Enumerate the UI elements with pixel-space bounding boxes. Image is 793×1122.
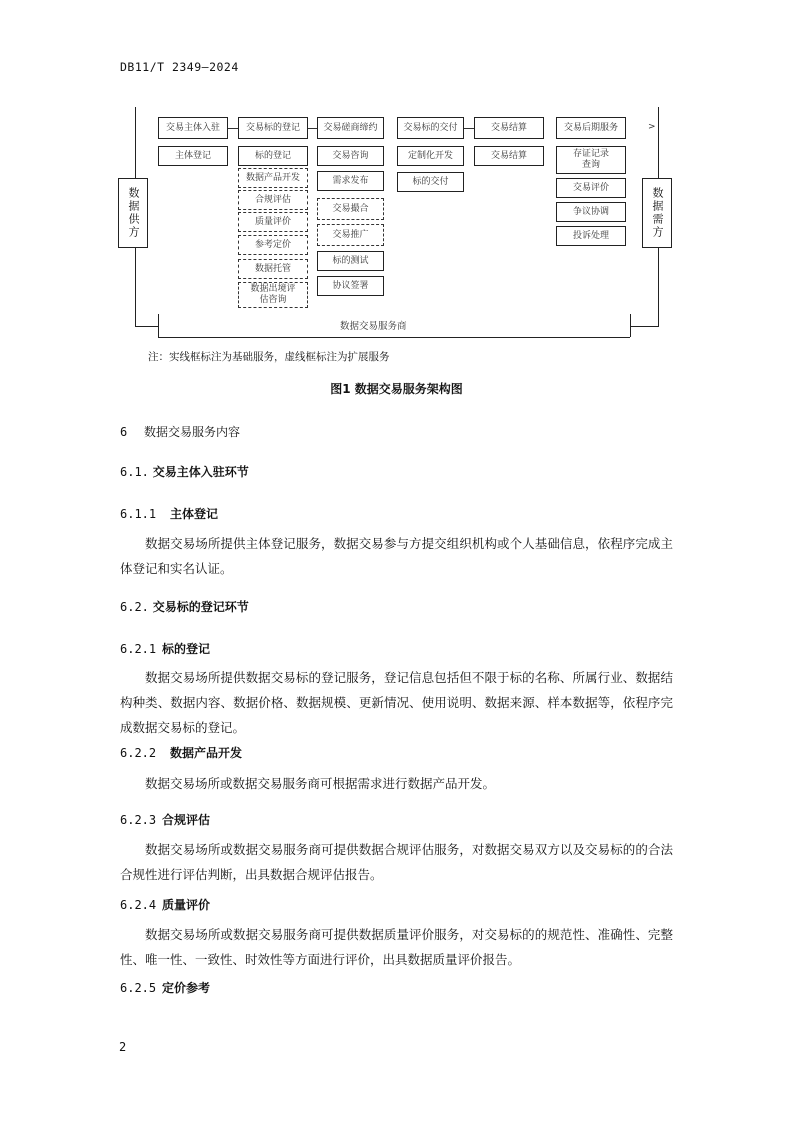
service-box: 投诉处理 xyxy=(556,226,626,246)
service-box: 标的交付 xyxy=(397,172,464,192)
data-supplier-box xyxy=(118,178,148,248)
stage-entry: 交易主体入驻 xyxy=(158,117,228,139)
service-box: 定制化开发 xyxy=(397,146,464,166)
service-box: 质量评价 xyxy=(238,212,308,232)
service-box: 交易结算 xyxy=(474,146,544,166)
service-box: 交易推广 xyxy=(317,224,384,246)
service-box: 争议协调 xyxy=(556,202,626,222)
data-demander-box xyxy=(642,178,672,248)
connector xyxy=(464,128,474,129)
stage-listing: 交易标的登记 xyxy=(238,117,308,139)
section-heading: 6.2.5 定价参考 xyxy=(120,981,211,995)
section-heading: 6.2.1 标的登记 xyxy=(120,642,211,656)
stage-after-service: 交易后期服务 xyxy=(556,117,626,139)
figure-caption: 图1 数据交易服务架构图 xyxy=(330,382,463,396)
stage-negotiation: 交易磋商缔约 xyxy=(317,117,384,139)
service-box: 存证记录查询 xyxy=(556,146,626,174)
paragraph: 数据交易场所提供数据交易标的登记服务，登记信息包括但不限于标的名称、所属行业、数据结构种类、数据内容、数据价格、数据规模、更新情况、使用说明、数据来源、样本数据等，依程序完成数据交易标的登记。 xyxy=(120,670,673,735)
connector xyxy=(308,128,317,129)
section-heading: 6.2.4 质量评价 xyxy=(120,898,211,912)
data-demander-label: 数据需方 xyxy=(651,187,664,239)
service-box: 主体登记 xyxy=(158,146,228,166)
service-box: 交易评价 xyxy=(556,178,626,198)
section-heading: 6.1.1 主体登记 xyxy=(120,507,219,521)
stage-delivery: 交易标的交付 xyxy=(397,117,464,139)
service-box: 需求发布 xyxy=(317,171,384,191)
section-heading: 6.2.2 数据产品开发 xyxy=(120,746,243,760)
diagram-note: 注：实线框标注为基础服务，虚线框标注为扩展服务 xyxy=(148,351,390,363)
service-box: 交易咨询 xyxy=(317,146,384,166)
paragraph: 数据交易场所或数据交易服务商可根据需求进行数据产品开发。 xyxy=(145,776,496,791)
service-provider-label: 数据交易服务商 xyxy=(340,321,407,332)
service-box: 数据产品开发 xyxy=(238,168,308,188)
service-box: 参考定价 xyxy=(238,235,308,255)
arrow-right-icon: > xyxy=(648,122,656,132)
service-box: 标的登记 xyxy=(238,146,308,166)
document-code-header: DB11/T 2349—2024 xyxy=(120,60,239,74)
paragraph: 数据交易场所或数据交易服务商可提供数据质量评价服务，对交易标的的规范性、准确性、完整性、唯一性、一致性、时效性等方面进行评价，出具数据质量评价报告。 xyxy=(120,927,673,967)
service-box: 数据托管 xyxy=(238,259,308,279)
paragraph: 数据交易场所或数据交易服务商可提供数据合规评估服务，对数据交易双方以及交易标的的合法合规性进行评估判断，出具数据合规评估报告。 xyxy=(120,842,673,882)
paragraph: 数据交易场所提供主体登记服务，数据交易参与方提交组织机构或个人基础信息，依程序完成主体登记和实名认证。 xyxy=(120,536,673,576)
section-heading: 6.2. 交易标的登记环节 xyxy=(120,600,249,614)
service-box: 合规评估 xyxy=(238,190,308,210)
service-box: 协议签署 xyxy=(317,276,384,296)
service-box: 标的测试 xyxy=(317,251,384,271)
stage-settlement: 交易结算 xyxy=(474,117,544,139)
service-box: 数据出境评估咨询 xyxy=(238,282,308,308)
section-heading: 6.1. 交易主体入驻环节 xyxy=(120,465,249,479)
frame-bottom-line xyxy=(158,337,630,338)
data-supplier-label: 数据供方 xyxy=(127,187,140,239)
frame-bottom-left-line xyxy=(135,326,159,327)
section-heading: 6.2.3 合规评估 xyxy=(120,813,211,827)
connector xyxy=(228,128,238,129)
frame-bottom-left-cap xyxy=(158,314,159,337)
page-number: 2 xyxy=(119,1040,127,1054)
service-box: 交易撮合 xyxy=(317,198,384,220)
frame-bottom-right-line xyxy=(630,326,658,327)
section-heading: 6 数据交易服务内容 xyxy=(120,425,241,439)
